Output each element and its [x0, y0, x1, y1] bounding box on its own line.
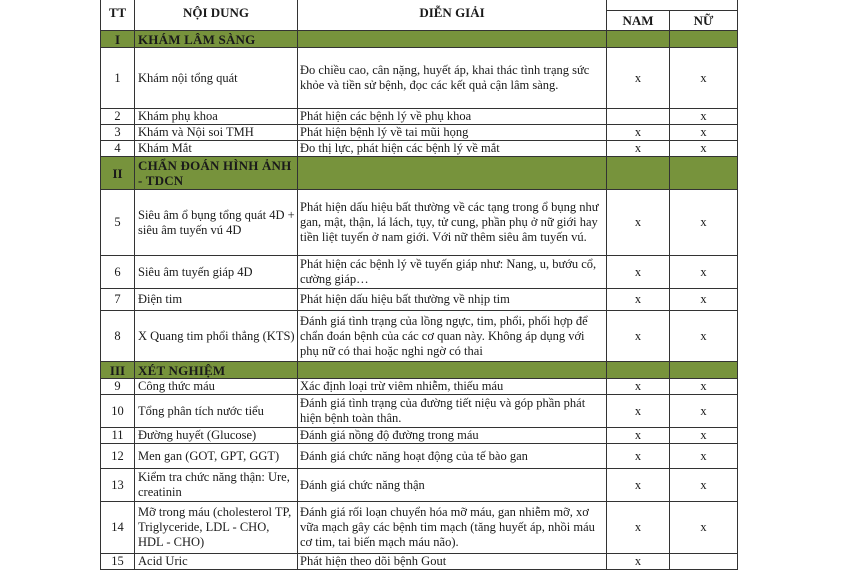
- cell-male: x: [607, 190, 670, 256]
- section-row: [101, 31, 738, 48]
- table-row: [101, 289, 738, 311]
- header-tt: TT: [101, 0, 135, 31]
- cell-content: Siêu âm ổ bụng tổng quát 4D + siêu âm tuyến vú 4D: [135, 190, 298, 256]
- cell-male: x: [607, 379, 670, 395]
- cell-content: CHẨN ĐOÁN HÌNH ẢNH - TDCN: [135, 157, 298, 190]
- table-row: [101, 379, 738, 395]
- cell-male: x: [607, 428, 670, 444]
- cell-description: Đánh giá chức năng thận: [298, 469, 607, 502]
- cell-number: 13: [101, 469, 135, 502]
- cell-number: 7: [101, 289, 135, 311]
- cell-number: 3: [101, 125, 135, 141]
- cell-description: [298, 31, 607, 48]
- cell-content: X Quang tim phổi thẳng (KTS): [135, 311, 298, 362]
- cell-description: Đánh giá tình trạng của đường tiết niệu và góp phần phát hiện bệnh toàn thân.: [298, 395, 607, 428]
- cell-male: x: [607, 141, 670, 157]
- cell-number: 1: [101, 48, 135, 109]
- cell-male: [607, 362, 670, 379]
- cell-number: 11: [101, 428, 135, 444]
- section-row: [101, 362, 738, 379]
- cell-content: Acid Uric: [135, 554, 298, 570]
- cell-description: Phát hiện bệnh lý về tai mũi họng: [298, 125, 607, 141]
- table-row: [101, 469, 738, 502]
- header-male: NAM: [607, 11, 670, 31]
- cell-content: Siêu âm tuyến giáp 4D: [135, 256, 298, 289]
- cell-number: 15: [101, 554, 135, 570]
- cell-description: Đo chiều cao, cân nặng, huyết áp, khai thác tình trạng sức khỏe và tiền sử bệnh, đọc các kết quả cận lâm sàng.: [298, 48, 607, 109]
- cell-description: [298, 157, 607, 190]
- cell-number: 10: [101, 395, 135, 428]
- cell-content: Kiểm tra chức năng thận: Ure, creatinin: [135, 469, 298, 502]
- cell-female: x: [670, 444, 738, 469]
- cell-number: 2: [101, 109, 135, 125]
- cell-female: x: [670, 141, 738, 157]
- health-package-table: [100, 0, 738, 570]
- cell-male: x: [607, 256, 670, 289]
- table-row: [101, 444, 738, 469]
- cell-female: x: [670, 48, 738, 109]
- cell-description: Phát hiện các bệnh lý về phụ khoa: [298, 109, 607, 125]
- cell-female: [670, 31, 738, 48]
- cell-female: x: [670, 502, 738, 554]
- table-row: [101, 125, 738, 141]
- cell-female: x: [670, 256, 738, 289]
- header-description: DIỄN GIẢI: [298, 0, 607, 31]
- cell-male: x: [607, 444, 670, 469]
- cell-male: [607, 109, 670, 125]
- cell-male: [607, 157, 670, 190]
- cell-number: 8: [101, 311, 135, 362]
- cell-description: Đo thị lực, phát hiện các bệnh lý về mắt: [298, 141, 607, 157]
- section-row: [101, 157, 738, 190]
- cell-number: I: [101, 31, 135, 48]
- cell-female: [670, 157, 738, 190]
- cell-description: Phát hiện dấu hiệu bất thường về nhịp tim: [298, 289, 607, 311]
- cell-description: Đánh giá nồng độ đường trong máu: [298, 428, 607, 444]
- cell-content: Tổng phân tích nước tiểu: [135, 395, 298, 428]
- cell-number: II: [101, 157, 135, 190]
- cell-content: Công thức máu: [135, 379, 298, 395]
- cell-female: x: [670, 469, 738, 502]
- cell-female: [670, 554, 738, 570]
- cell-female: x: [670, 311, 738, 362]
- cell-number: 4: [101, 141, 135, 157]
- cell-content: Điện tim: [135, 289, 298, 311]
- table-row: [101, 109, 738, 125]
- table-row: [101, 502, 738, 554]
- cell-description: Phát hiện các bệnh lý về tuyến giáp như: Nang, u, bướu cổ, cường giáp…: [298, 256, 607, 289]
- cell-female: x: [670, 190, 738, 256]
- table-row: [101, 395, 738, 428]
- cell-female: x: [670, 379, 738, 395]
- cell-male: x: [607, 125, 670, 141]
- cell-description: Xác định loại trừ viêm nhiễm, thiếu máu: [298, 379, 607, 395]
- header-content: NỘI DUNG: [135, 0, 298, 31]
- cell-male: x: [607, 502, 670, 554]
- cell-description: Phát hiện theo dõi bệnh Gout: [298, 554, 607, 570]
- cell-number: III: [101, 362, 135, 379]
- cell-number: 6: [101, 256, 135, 289]
- cell-female: x: [670, 125, 738, 141]
- cell-content: Đường huyết (Glucose): [135, 428, 298, 444]
- cell-male: x: [607, 48, 670, 109]
- cell-number: 5: [101, 190, 135, 256]
- cell-female: x: [670, 428, 738, 444]
- cell-content: KHÁM LÂM SÀNG: [135, 31, 298, 48]
- cell-male: x: [607, 289, 670, 311]
- table-row: [101, 190, 738, 256]
- cell-male: x: [607, 554, 670, 570]
- header-row-top: [101, 0, 738, 11]
- header-female: NỮ: [670, 11, 738, 31]
- cell-female: x: [670, 289, 738, 311]
- cell-number: 12: [101, 444, 135, 469]
- header-gender-group: [607, 0, 738, 11]
- cell-content: XÉT NGHIỆM: [135, 362, 298, 379]
- cell-male: x: [607, 469, 670, 502]
- cell-male: [607, 31, 670, 48]
- cell-description: Đánh giá tình trạng của lồng ngực, tim, phổi, phối hợp để chẩn đoán bệnh của các cơ quan này. Không áp dụng với phụ nữ có thai hoặc nghi ngờ có thai: [298, 311, 607, 362]
- cell-description: Đánh giá chức năng hoạt động của tế bào gan: [298, 444, 607, 469]
- cell-description: [298, 362, 607, 379]
- cell-description: Phát hiện dấu hiệu bất thường về các tạng trong ổ bụng như gan, mật, thận, lá lách, tụy, tử cung, phần phụ ở nữ giới hay tiền liệt tuyến ở nam giới. Với nữ thêm siêu âm tuyến vú.: [298, 190, 607, 256]
- cell-female: x: [670, 109, 738, 125]
- table-row: [101, 428, 738, 444]
- cell-content: Khám phụ khoa: [135, 109, 298, 125]
- table-row: [101, 48, 738, 109]
- cell-description: Đánh giá rối loạn chuyển hóa mỡ máu, gan nhiễm mỡ, xơ vữa mạch gây các bệnh tim mạch (tăng huyết áp, nhồi máu cơ tim, tai biến mạch máu não).: [298, 502, 607, 554]
- table-row: [101, 141, 738, 157]
- cell-female: [670, 362, 738, 379]
- cell-male: x: [607, 311, 670, 362]
- cell-female: x: [670, 395, 738, 428]
- cell-content: Men gan (GOT, GPT, GGT): [135, 444, 298, 469]
- cell-content: Khám và Nội soi TMH: [135, 125, 298, 141]
- table-row: [101, 311, 738, 362]
- table-row: [101, 554, 738, 570]
- cell-content: Khám nội tổng quát: [135, 48, 298, 109]
- cell-content: Khám Mắt: [135, 141, 298, 157]
- cell-male: x: [607, 395, 670, 428]
- cell-content: Mỡ trong máu (cholesterol TP, Triglyceride, LDL - CHO, HDL - CHO): [135, 502, 298, 554]
- cell-number: 9: [101, 379, 135, 395]
- cell-number: 14: [101, 502, 135, 554]
- table-row: [101, 256, 738, 289]
